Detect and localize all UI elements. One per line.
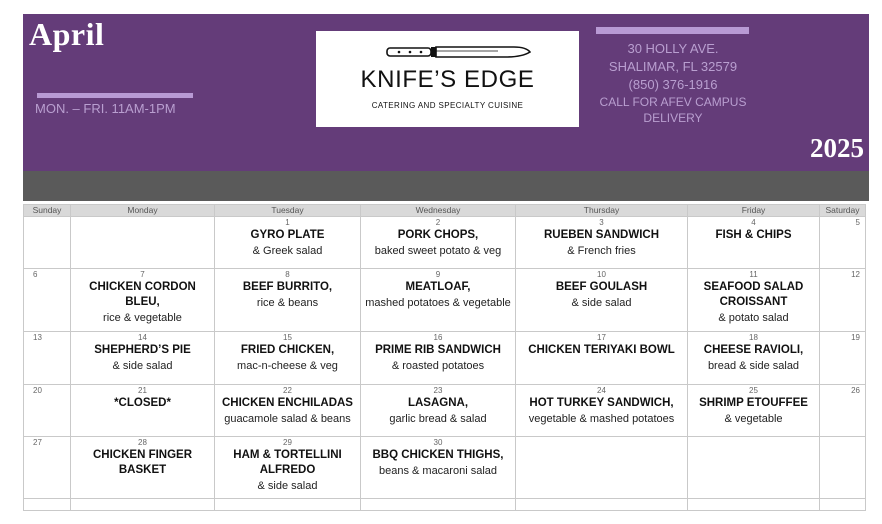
day-number: 3 (599, 218, 604, 227)
meal-name: FISH & CHIPS (715, 229, 792, 241)
day-number: 30 (433, 438, 443, 447)
day-number (218, 500, 357, 510)
day-cell (688, 385, 820, 437)
logo-tagline: CATERING AND SPECIALTY CUISINE (371, 101, 524, 110)
day-cell (24, 332, 71, 385)
day-cell (820, 385, 866, 437)
meal-name: RUEBEN SANDWICH (544, 229, 659, 241)
meal-name: PRIME RIB SANDWICH (375, 344, 501, 356)
meal-side: guacamole salad & beans (224, 413, 351, 425)
meal-side: beans & macaroni salad (378, 465, 497, 477)
day-number: 2 (435, 218, 441, 227)
day-number: 21 (138, 386, 147, 395)
day-number: 9 (435, 270, 441, 279)
week-row (24, 499, 866, 511)
meal-name: *CLOSED* (114, 397, 171, 409)
weekday-header-monday: Monday (71, 205, 215, 217)
logo-name: KNIFE’S EDGE (360, 66, 535, 93)
day-cell (71, 437, 215, 499)
meal-side: & side salad (257, 480, 318, 492)
day-number: 15 (283, 333, 292, 342)
day-cell (71, 269, 215, 332)
day-cell (215, 332, 361, 385)
year-title: 2025 (810, 133, 864, 163)
day-cell (688, 332, 820, 385)
week-row (24, 217, 866, 269)
weekday-header-sunday: Sunday (24, 205, 71, 217)
calendar-grid (23, 204, 866, 511)
chef-knife-icon (386, 43, 531, 61)
meal-name: CHEESE RAVIOLI, (703, 344, 804, 356)
day-cell (71, 217, 215, 269)
day-cell (71, 385, 215, 437)
day-cell (361, 217, 516, 269)
day-cell (71, 332, 215, 385)
meal-side: & roasted potatoes (391, 360, 485, 372)
service-hours: MON. – FRI. 11AM-1PM (35, 101, 176, 116)
day-number (823, 438, 862, 448)
calendar-body (24, 217, 866, 511)
day-number: 26 (851, 386, 860, 395)
delivery-note-line1: CALL FOR AFEV CAMPUS (599, 95, 747, 109)
day-number: 4 (751, 218, 756, 227)
header-strip (23, 171, 869, 201)
day-cell (516, 269, 688, 332)
day-number: 6 (33, 270, 38, 279)
weekday-header-tuesday: Tuesday (215, 205, 361, 217)
meal-name: CHICKEN ENCHILADAS (222, 397, 353, 409)
day-number: 10 (597, 270, 606, 279)
meal-side: & Greek salad (252, 245, 323, 257)
meal-side: & vegetable (724, 413, 783, 425)
day-cell (361, 332, 516, 385)
day-cell (24, 437, 71, 499)
meal-name: SHRIMP ETOUFFEE (699, 397, 808, 409)
meal-side: & side salad (571, 297, 632, 309)
day-number (74, 218, 211, 228)
day-cell (215, 217, 361, 269)
day-number (519, 500, 684, 510)
day-cell (516, 217, 688, 269)
meal-side: mac-n-cheese & veg (237, 360, 338, 372)
day-number: 20 (33, 386, 42, 395)
accent-bar-left (37, 93, 193, 98)
meal-name: GYRO PLATE (250, 229, 325, 241)
day-cell (361, 269, 516, 332)
day-number (364, 500, 512, 510)
day-cell (820, 269, 866, 332)
day-cell (820, 437, 866, 499)
weekday-header-wednesday: Wednesday (361, 205, 516, 217)
day-number: 24 (597, 386, 606, 395)
meal-name: SEAFOOD SALAD CROISSANT (703, 281, 804, 308)
week-row (24, 269, 866, 332)
day-cell (516, 332, 688, 385)
day-cell (24, 217, 71, 269)
day-cell (215, 385, 361, 437)
day-cell (516, 499, 688, 511)
day-number (519, 438, 684, 448)
week-row (24, 332, 866, 385)
day-cell (71, 499, 215, 511)
month-title: April (29, 16, 105, 52)
day-number: 8 (285, 270, 290, 279)
day-cell (361, 499, 516, 511)
meal-side: rice & vegetable (103, 312, 182, 324)
day-number (74, 500, 211, 510)
day-number: 11 (749, 270, 758, 279)
day-number (27, 500, 67, 510)
day-number: 1 (285, 218, 290, 227)
day-cell (24, 499, 71, 511)
day-number: 13 (33, 333, 42, 342)
meal-name: BBQ CHICKEN THIGHS, (372, 449, 504, 461)
city-state-zip: SHALIMAR, FL 32579 (608, 59, 738, 74)
day-number (823, 500, 862, 510)
day-number (691, 438, 816, 448)
meal-name: HAM & TORTELLINI ALFREDO (233, 449, 342, 476)
meal-side: garlic bread & salad (389, 413, 487, 425)
day-cell (24, 385, 71, 437)
weekday-header-thursday: Thursday (516, 205, 688, 217)
meal-name: BEEF BURRITO, (242, 281, 333, 293)
meal-name: BEEF GOULASH (555, 281, 648, 293)
day-number: 28 (138, 438, 147, 447)
day-cell (24, 269, 71, 332)
meal-side: mashed potatoes & vegetable (365, 297, 511, 309)
day-cell (820, 332, 866, 385)
meal-name: LASAGNA, (407, 397, 469, 409)
delivery-note-line2: DELIVERY (643, 111, 703, 125)
day-number: 23 (433, 386, 443, 395)
day-cell (688, 437, 820, 499)
meal-name: HOT TURKEY SANDWICH, (529, 397, 674, 409)
day-number: 25 (749, 386, 758, 395)
meal-side: & side salad (112, 360, 173, 372)
day-number: 14 (138, 333, 147, 342)
meal-side: & potato salad (718, 312, 789, 324)
weekday-header-saturday: Saturday (820, 205, 866, 217)
day-number: 16 (433, 333, 443, 342)
day-number: 19 (851, 333, 860, 342)
day-cell (361, 385, 516, 437)
weekday-header-friday: Friday (688, 205, 820, 217)
day-number (27, 218, 67, 228)
day-number: 12 (851, 270, 860, 279)
meal-side: vegetable & mashed potatoes (528, 413, 675, 425)
meal-name: SHEPHERD’S PIE (94, 344, 191, 356)
day-number: 27 (33, 438, 42, 447)
day-cell (820, 499, 866, 511)
day-number: 22 (283, 386, 292, 395)
day-number: 18 (749, 333, 758, 342)
day-cell (688, 217, 820, 269)
meal-name: MEATLOAF, (405, 281, 471, 293)
meal-side: baked sweet potato & veg (374, 245, 502, 257)
day-cell (516, 385, 688, 437)
phone-number: (850) 376-1916 (628, 77, 718, 92)
meal-name: FRIED CHICKEN, (240, 344, 335, 356)
day-cell (361, 437, 516, 499)
weekday-header-row (24, 205, 866, 217)
contact-block (598, 40, 748, 126)
logo-box (316, 31, 579, 127)
day-cell (215, 499, 361, 511)
accent-bar-right (596, 27, 749, 34)
week-row (24, 385, 866, 437)
day-number (691, 500, 816, 510)
day-number: 17 (597, 333, 606, 342)
meal-name: PORK CHOPS, (397, 229, 479, 241)
day-cell (688, 499, 820, 511)
week-row (24, 437, 866, 499)
meal-name: CHICKEN TERIYAKI BOWL (528, 344, 675, 356)
day-cell (215, 437, 361, 499)
day-cell (215, 269, 361, 332)
meal-name: CHICKEN CORDON BLEU, (89, 281, 196, 308)
meal-side: rice & beans (256, 297, 319, 309)
meal-side: & French fries (567, 245, 636, 257)
day-number: 29 (283, 438, 292, 447)
meal-side: bread & side salad (707, 360, 800, 372)
day-number: 7 (140, 270, 145, 279)
day-cell (516, 437, 688, 499)
day-number: 5 (855, 218, 860, 227)
day-cell (820, 217, 866, 269)
day-cell (688, 269, 820, 332)
street-address: 30 HOLLY AVE. (627, 41, 719, 56)
meal-name: CHICKEN FINGER BASKET (92, 449, 193, 476)
